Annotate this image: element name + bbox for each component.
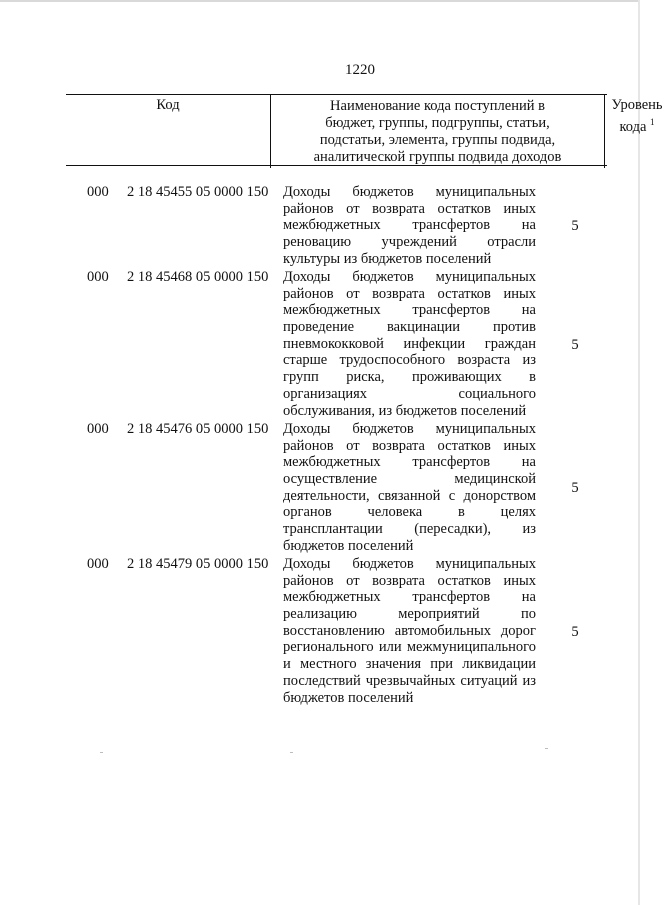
level-value: 5 — [571, 480, 579, 496]
name-line: восстановлению автомобильных дорог — [283, 622, 536, 639]
admin-code: 000 — [87, 184, 109, 200]
header-name-line: аналитической группы подвида доходов — [313, 149, 562, 165]
level-value: 5 — [571, 624, 579, 640]
scan-artifact — [545, 748, 548, 749]
scan-top-edge — [0, 0, 640, 2]
page-number: 1220 — [345, 62, 375, 78]
name-line: межбюджетных трансфертов на — [283, 589, 536, 606]
income-name — [283, 269, 536, 419]
admin-code: 000 — [87, 421, 109, 437]
admin-code: 000 — [87, 556, 109, 572]
name-line: регионального или межмуниципального — [283, 639, 536, 656]
name-line: районов от возврата остатков иных — [283, 200, 536, 217]
income-name — [283, 556, 536, 706]
name-line: трансплантации (пересадки), из — [283, 521, 536, 538]
name-line: органов человека в целях — [283, 504, 536, 521]
table-header — [66, 94, 663, 166]
name-line: и местного значения при ликвидации — [283, 656, 536, 673]
name-line: Доходы бюджетов муниципальных — [283, 421, 536, 437]
name-line: межбюджетных трансфертов на — [283, 217, 536, 234]
header-level-line1: Уровень — [611, 97, 663, 113]
name-line: районов от возврата остатков иных — [283, 572, 536, 589]
income-name — [283, 184, 536, 267]
income-code: 2 18 45476 05 0000 150 — [127, 421, 269, 437]
level-value: 5 — [571, 337, 579, 353]
name-line: Доходы бюджетов муниципальных — [283, 269, 536, 285]
name-line: реновацию учреждений отрасли — [283, 234, 536, 251]
name-line: межбюджетных трансфертов на — [283, 302, 536, 319]
income-code: 2 18 45468 05 0000 150 — [127, 269, 269, 285]
scan-artifact — [290, 752, 293, 753]
scan-artifact — [100, 752, 103, 753]
name-line: осуществление медицинской — [283, 471, 536, 488]
header-name-line: Наименование кода поступлений в — [330, 98, 545, 114]
name-line: Доходы бюджетов муниципальных — [283, 556, 536, 572]
name-line: районов от возврата остатков иных — [283, 437, 536, 454]
name-line: старше трудоспособного возраста из — [283, 352, 536, 369]
footnote-marker: 1 — [650, 117, 655, 127]
header-name-line: подстатьи, элемента, группы подвида, — [319, 132, 556, 148]
name-line: пневмококковой инфекции граждан — [283, 335, 536, 352]
name-line: групп риска, проживающих в — [283, 369, 536, 386]
name-line: обслуживания, из бюджетов поселений — [283, 402, 527, 419]
income-code: 2 18 45455 05 0000 150 — [127, 184, 269, 200]
name-line: проведение вакцинации против — [283, 319, 536, 336]
header-level — [603, 95, 671, 167]
name-line: межбюджетных трансфертов на — [283, 454, 536, 471]
name-line: бюджетов поселений — [283, 689, 414, 706]
name-line: бюджетов поселений — [283, 537, 414, 554]
name-line: последствий чрезвычайных ситуаций из — [283, 672, 536, 689]
admin-code: 000 — [87, 269, 109, 285]
name-line: Доходы бюджетов муниципальных — [283, 184, 536, 200]
name-line: культуры из бюджетов поселений — [283, 250, 492, 267]
header-level-kod: кода — [619, 119, 647, 135]
name-line: реализацию мероприятий по — [283, 606, 536, 623]
header-name — [270, 95, 605, 168]
level-value: 5 — [571, 218, 579, 234]
header-level-line2 — [603, 114, 671, 136]
header-code: Код — [156, 97, 180, 113]
header-name-line: бюджет, группы, подгруппы, статьи, — [325, 115, 550, 131]
income-code: 2 18 45479 05 0000 150 — [127, 556, 269, 572]
income-name — [283, 421, 536, 555]
name-line: районов от возврата остатков иных — [283, 285, 536, 302]
name-line: организациях социального — [283, 385, 536, 402]
name-line: деятельности, связанной с донорством — [283, 487, 536, 504]
